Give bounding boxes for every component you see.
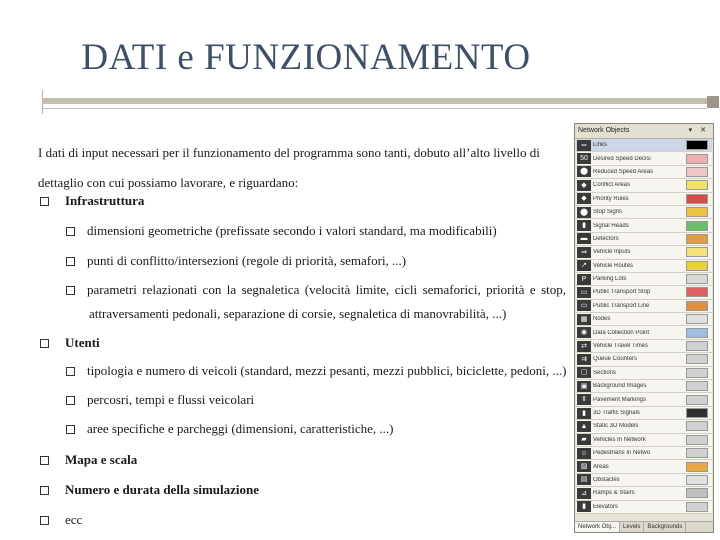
item-text: tipologia e numero di veicoli (standard, mezzi pesanti, mezzi pubblici, biciclette, pedoni, ...) [87,363,567,378]
color-swatch[interactable] [686,180,708,190]
color-swatch[interactable] [686,462,708,472]
section-ecc [40,512,82,527]
list-item [66,392,254,407]
network-object-label: Static 3D Models [593,423,639,430]
network-object-icon: ▬ [577,233,591,244]
network-object-icon: ◉ [577,327,591,338]
color-swatch[interactable] [686,221,708,231]
list-item [66,282,566,297]
network-object-label: Obstacles [593,476,620,483]
item-text-continuation [89,306,506,321]
network-object-row[interactable] [576,260,712,273]
network-object-icon: P [577,274,591,285]
network-object-icon: ▭ [577,287,591,298]
bullet-box-icon [66,367,75,376]
network-objects-panel [574,123,714,533]
color-swatch[interactable] [686,140,708,150]
network-object-label: Elevators [593,503,619,510]
network-object-label: Vehicles In Network [593,436,646,443]
network-object-row[interactable] [576,206,712,219]
panel-tab[interactable]: Backgrounds [644,522,686,532]
network-object-icon: ⊿ [577,488,591,499]
color-swatch[interactable] [686,274,708,284]
network-object-row[interactable] [576,407,712,420]
network-object-icon: ▮ [577,501,591,512]
color-swatch[interactable] [686,368,708,378]
network-object-icon: ▮ [577,408,591,419]
bullet-box-icon [66,257,75,266]
network-object-row[interactable] [576,273,712,286]
network-object-icon: ⇕ [577,394,591,405]
title-rule-thin [42,108,707,109]
network-object-icon: ⬤ [577,166,591,177]
color-swatch[interactable] [686,395,708,405]
network-object-row[interactable] [576,420,712,433]
network-object-icon: ☺ [577,448,591,459]
bullet-box-icon [66,286,75,295]
network-object-label: Queue Counters [593,356,638,363]
network-object-label: Data Collection Point [593,329,650,336]
panel-tabs [575,521,713,532]
network-object-row[interactable] [576,380,712,393]
section-label: Infrastruttura [65,193,145,208]
network-object-label: Detectors [593,235,619,242]
network-object-icon: ▭ [577,300,591,311]
network-object-icon: ▰ [577,434,591,445]
network-object-row[interactable] [576,286,712,299]
network-object-label: Parking Lots [593,276,627,283]
section-label: Mapa e scala [65,452,138,467]
network-object-row[interactable] [576,487,712,500]
network-object-row[interactable] [576,152,712,165]
network-object-icon: ▣ [577,381,591,392]
network-object-icon: ⇄ [577,341,591,352]
network-object-row[interactable] [576,233,712,246]
bullet-box-icon [40,516,49,525]
network-object-icon: ⬤ [577,207,591,218]
color-swatch[interactable] [686,448,708,458]
network-object-icon: ▨ [577,461,591,472]
network-object-label: Links [593,142,608,149]
panel-tab[interactable]: Levels [620,522,644,532]
color-swatch[interactable] [686,234,708,244]
network-object-row[interactable] [576,501,712,514]
bullet-box-icon [66,227,75,236]
network-object-icon: ◆ [577,180,591,191]
network-object-icon: ◆ [577,193,591,204]
color-swatch[interactable] [686,488,708,498]
network-object-label: Vehicle Inputs [593,249,631,256]
network-object-label: Background Images [593,383,647,390]
section-numero-durata [40,482,259,497]
bullet-box-icon [66,425,75,434]
network-object-row[interactable] [576,219,712,232]
network-object-row[interactable] [576,340,712,353]
intro-text: I dati di input necessari per il funzionamento del programma sono tanti, dobuto all’alto livello di dettaglio con cui possiamo lavorare, e riguardano: [38,145,540,190]
item-text: percosri, tempi e flussi veicolari [87,392,255,407]
section-label: Numero e durata della simulazione [65,482,260,497]
network-object-list [576,139,712,514]
item-text: punti di conflitto/intersezioni (regole di priorità, semafori, ...) [87,253,407,268]
network-object-icon: ▤ [577,474,591,485]
network-object-icon: ⇉ [577,354,591,365]
color-swatch[interactable] [686,502,708,512]
network-object-label: Ramps & Stairs [593,490,635,497]
color-swatch[interactable] [686,247,708,257]
network-object-icon: ⇒ [577,247,591,258]
network-object-row[interactable] [576,393,712,406]
network-object-row[interactable] [576,300,712,313]
color-swatch[interactable] [686,207,708,217]
network-object-row[interactable] [576,353,712,366]
list-item [66,223,497,238]
item-text: aree specifiche e parcheggi (dimensioni, caratteristiche, ...) [87,421,394,436]
network-object-icon: ▢ [577,367,591,378]
network-object-label: Public Transport Stop [593,289,651,296]
network-object-label: Signal Heads [593,222,629,229]
network-object-row[interactable] [576,460,712,473]
network-object-label: Sections [593,369,617,376]
network-object-row[interactable] [576,179,712,192]
color-swatch[interactable] [686,194,708,204]
color-swatch[interactable] [686,167,708,177]
color-swatch[interactable] [686,408,708,418]
network-object-label: Conflict Areas [593,182,631,189]
color-swatch[interactable] [686,287,708,297]
panel-header [575,124,713,139]
network-object-label: Pavement Markings [593,396,647,403]
bullet-box-icon [40,197,49,206]
list-item [66,363,566,378]
item-text: dimensioni geometriche (prefissate secondo i valori standard, ma modificabili) [87,223,497,238]
network-object-row[interactable] [576,326,712,339]
network-object-label: Vehicle Routes [593,262,634,269]
section-label: Utenti [65,335,100,350]
network-object-label: Stop Signs [593,209,623,216]
network-object-row[interactable] [576,447,712,460]
network-object-row[interactable] [576,166,712,179]
panel-window-buttons[interactable]: ▾ ✕ [688,127,709,134]
list-item [66,253,406,268]
bullet-box-icon [66,396,75,405]
network-object-icon: ▮ [577,220,591,231]
color-swatch[interactable] [686,301,708,311]
item-text: attraversamenti pedonali, separazione di corsie, segnaletica di manovrabilità, ...) [89,306,507,321]
network-object-label: Pedestrians In Netwo [593,450,651,457]
panel-title: Network Objects [578,127,630,134]
bullet-box-icon [40,339,49,348]
network-object-label: Priority Rules [593,195,629,202]
network-object-label: Areas [593,463,609,470]
color-swatch[interactable] [686,354,708,364]
network-object-label: Desired Speed Decisi [593,155,651,162]
network-object-icon: ═ [577,140,591,151]
color-swatch[interactable] [686,154,708,164]
color-swatch[interactable] [686,261,708,271]
color-swatch[interactable] [686,381,708,391]
network-object-row[interactable] [576,474,712,487]
network-object-icon: ▲ [577,421,591,432]
network-object-row[interactable] [576,367,712,380]
network-object-label: Public Transport Line [593,302,650,309]
list-item [66,421,393,436]
network-object-row[interactable] [576,139,712,152]
color-swatch[interactable] [686,475,708,485]
title-rule [42,98,707,104]
color-swatch[interactable] [686,314,708,324]
color-swatch[interactable] [686,421,708,431]
color-swatch[interactable] [686,328,708,338]
network-object-label: Vehicle Travel Times [593,343,649,350]
panel-tab[interactable]: Network Obj... [575,522,620,532]
network-object-label: Nodes [593,316,611,323]
network-object-icon: ▦ [577,314,591,325]
bullet-box-icon [40,486,49,495]
network-object-label: 3D Traffic Signals [593,410,640,416]
section-mapa-scala [40,452,137,467]
network-object-label: Reduced Speed Areas [593,168,654,175]
network-object-icon: 50 [577,153,591,164]
section-infrastruttura [40,193,144,208]
network-object-row[interactable] [576,434,712,447]
item-text: parametri relazionati con la segnaletica (velocità limite, cicli semaforici, priorità e stop, [87,282,566,297]
network-object-icon: ↗ [577,260,591,271]
page-title: DATI e FUNZIONAMENTO [81,37,531,78]
color-swatch[interactable] [686,435,708,445]
bullet-box-icon [40,456,49,465]
network-object-row[interactable] [576,193,712,206]
section-label: ecc [65,512,83,527]
title-rule-end [707,96,719,108]
network-object-row[interactable] [576,313,712,326]
section-utenti [40,335,100,350]
color-swatch[interactable] [686,341,708,351]
network-object-row[interactable] [576,246,712,259]
